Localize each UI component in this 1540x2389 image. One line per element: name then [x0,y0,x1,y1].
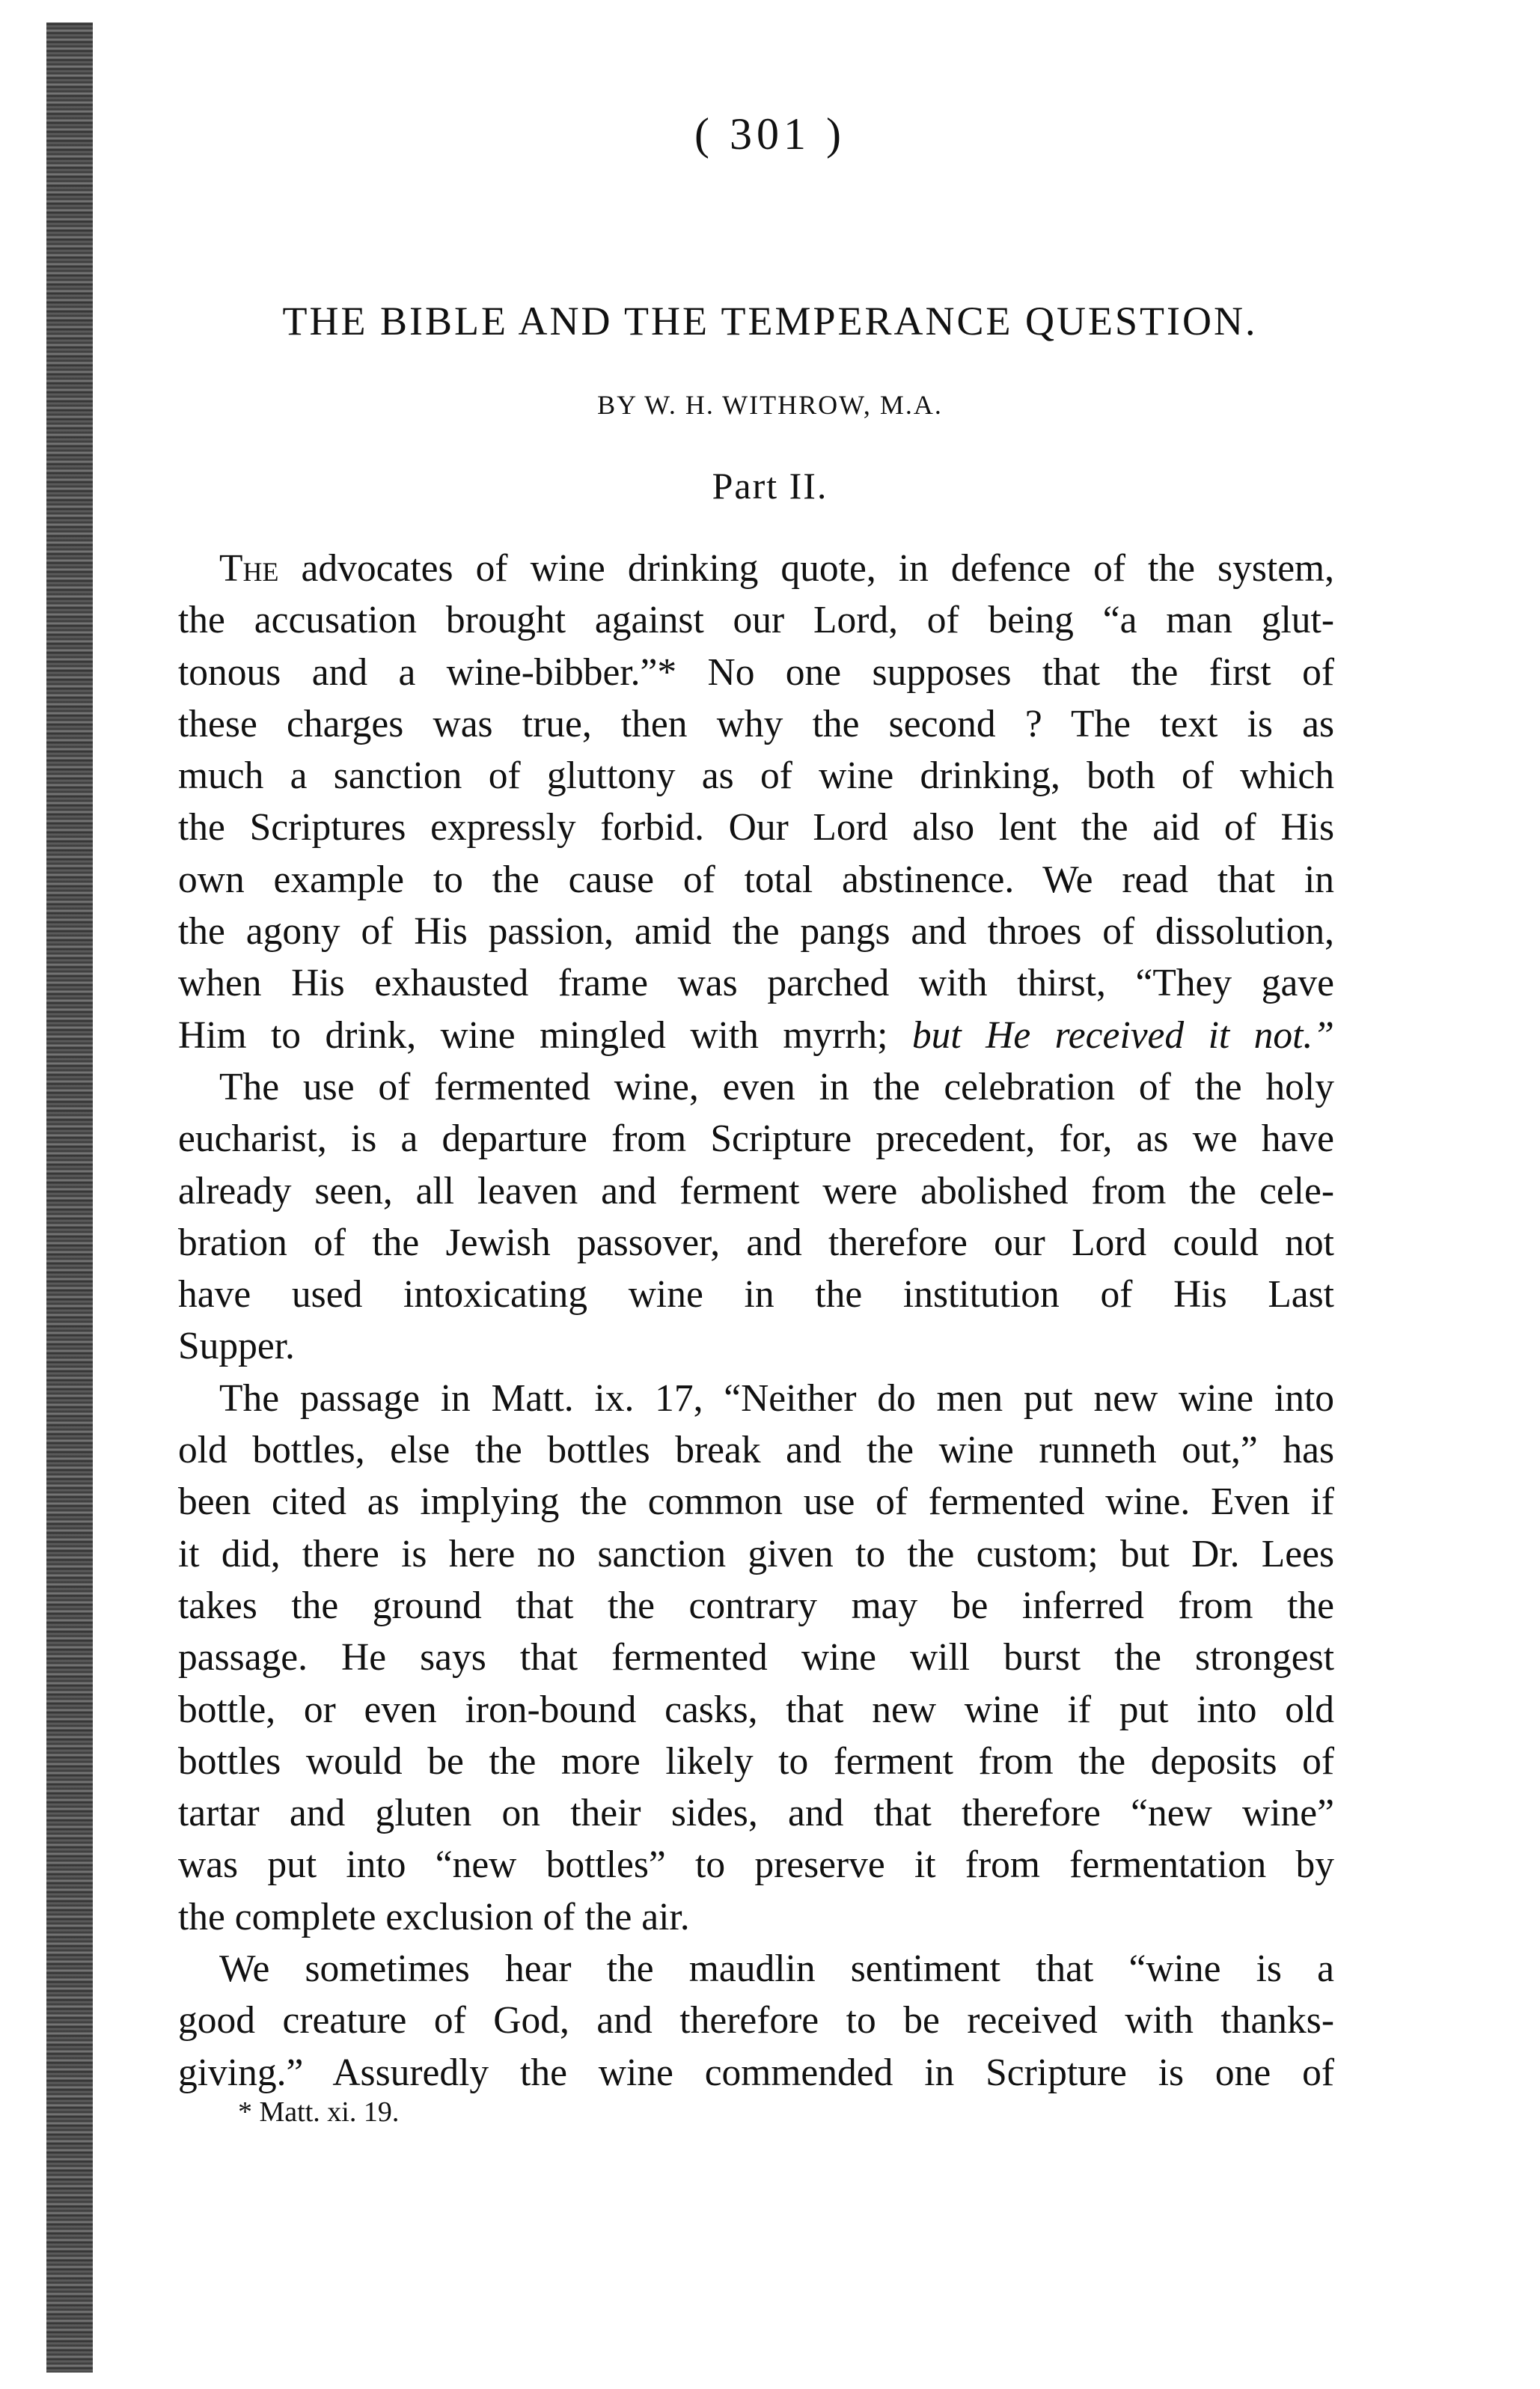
text-line: giving.” Assuredly the wine commended in Scripture is one of [178,2051,1334,2094]
article-body [178,543,1334,2099]
text-line: The use of fermented wine, even in the celebration of the holy [219,1065,1334,1108]
text-line: good creature of God, and therefore to be received with thanks- [178,1999,1334,2042]
text-line: been cited as implying the common use of fermented wine. Even if [178,1480,1334,1524]
text-line: bottles would be the more likely to ferment from the deposits of [178,1739,1334,1783]
text-line: it did, there is here no sanction given to the custom; but Dr. Lees [178,1532,1334,1575]
article-title: THE BIBLE AND THE TEMPERANCE QUESTION. [282,299,1258,344]
footnote: * Matt. xi. 19. [238,2096,400,2128]
text-line [178,543,1334,594]
part-heading: Part II. [712,465,828,507]
text-line: own example to the cause of total abstinence. We read that in [178,858,1334,901]
text-line: bottle, or even iron-bound casks, that new wine if put into old [178,1688,1334,1731]
text-line: tonous and a wine-bibber.”* No one supposes that the first of [178,650,1334,694]
text-line: much a sanction of gluttony as of wine drinking, both of which [178,754,1334,798]
text-line: Supper. [178,1325,295,1368]
text-line: the agony of His passion, amid the pangs and throes of dissolution, [178,910,1334,954]
text-line: the accusation brought against our Lord, of being “a man glut- [178,599,1334,642]
text-line: have used intoxicating wine in the institution of His Last [178,1273,1334,1316]
text-line: The passage in Matt. ix. 17, “Neither do men put new wine into [219,1376,1334,1420]
italic-quote: but He received it not.” [887,1013,1334,1057]
text-line: bration of the Jewish passover, and therefore our Lord could not [178,1221,1334,1264]
author-byline: BY W. H. WITHROW, M.A. [597,390,943,420]
text-line: We sometimes hear the maudlin sentiment that “wine is a [219,1947,1334,1991]
text-line: eucharist, is a departure from Scripture precedent, for, as we have [178,1117,1334,1161]
page-number: ( 301 ) [694,109,846,159]
text-line: these charges was true, then why the second ? The text is as [178,702,1334,745]
book-spine-edge [46,22,93,2373]
text-line: when His exhausted frame was parched with thirst, “They gave [178,962,1334,1005]
text-line: already seen, all leaven and ferment were abolished from the cele- [178,1169,1334,1212]
text-line-content: Him to drink, wine mingled with myrrh; [178,1013,888,1057]
text-line-content: advocates of wine drinking quote, in defence of the system, [278,547,1334,590]
text-line: the Scriptures expressly forbid. Our Lord also lent the aid of His [178,806,1334,849]
text-line: passage. He says that fermented wine will burst the strongest [178,1636,1334,1679]
text-line: was put into “new bottles” to preserve it from fermentation by [178,1843,1334,1887]
text-line: the complete exclusion of the air. [178,1895,690,1938]
text-line: old bottles, else the bottles break and the wine runneth out,” has [178,1429,1334,1472]
text-line: takes the ground that the contrary may be inferred from the [178,1584,1334,1627]
drop-word: The [219,547,279,590]
text-line: tartar and gluten on their sides, and that therefore “new wine” [178,1792,1334,1835]
text-line [178,1010,1334,1061]
